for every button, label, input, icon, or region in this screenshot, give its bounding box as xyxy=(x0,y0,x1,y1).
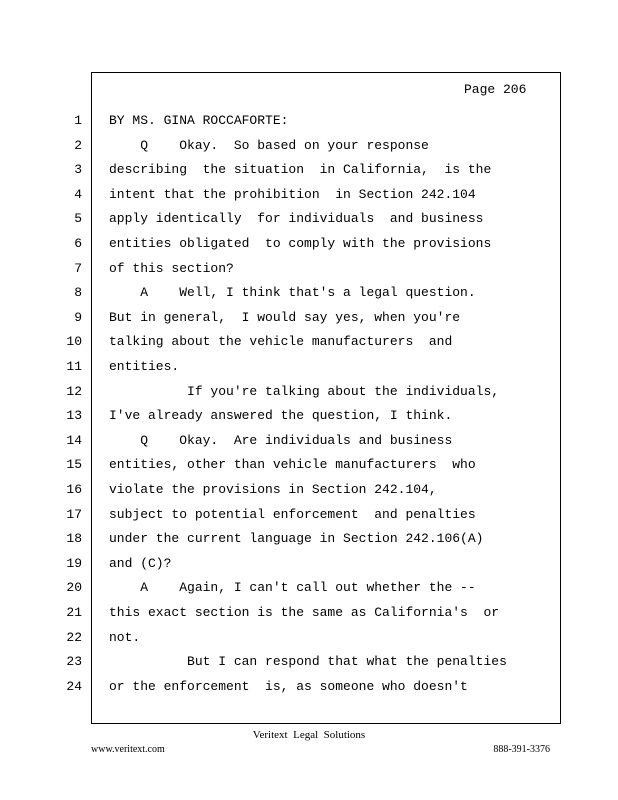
line-number: 3 xyxy=(74,162,82,177)
line-number: 8 xyxy=(74,285,82,300)
transcript-line: A Well, I think that's a legal question. xyxy=(109,285,476,300)
line-number: 1 xyxy=(74,113,82,128)
line-number: 2 xyxy=(74,138,82,153)
line-number: 7 xyxy=(74,261,82,276)
footer-company-name: Veritext Legal Solutions xyxy=(252,729,366,741)
line-number: 20 xyxy=(66,580,82,595)
transcript-line: But in general, I would say yes, when you're xyxy=(109,310,461,325)
transcript-line: or the enforcement is, as someone who doesn't xyxy=(109,679,468,694)
line-number: 19 xyxy=(66,556,82,571)
line-number: 16 xyxy=(66,482,82,497)
transcript-line: under the current language in Section 242.106(A) xyxy=(109,531,484,546)
line-number: 18 xyxy=(66,531,82,546)
line-number: 10 xyxy=(66,334,82,349)
transcript-line: violate the provisions in Section 242.104, xyxy=(109,482,437,497)
line-number: 17 xyxy=(66,507,82,522)
transcript-line: apply identically for individuals and business xyxy=(109,211,484,226)
transcript-line: entities obligated to comply with the provisions xyxy=(109,236,492,251)
line-number: 14 xyxy=(66,433,82,448)
line-number: 23 xyxy=(66,654,82,669)
line-number: 9 xyxy=(74,310,82,325)
transcript-line: Q Okay. Are individuals and business xyxy=(109,433,453,448)
transcript-line: Q Okay. So based on your response xyxy=(109,138,429,153)
transcript-line: entities. xyxy=(109,359,180,374)
transcript-line: BY MS. GINA ROCCAFORTE: xyxy=(109,113,289,128)
footer-phone-number: 888-391-3376 xyxy=(493,744,550,755)
transcript-line: But I can respond that what the penalties xyxy=(109,654,507,669)
transcript-line: intent that the prohibition in Section 242.104 xyxy=(109,187,476,202)
transcript-line: entities, other than vehicle manufacturers who xyxy=(109,457,476,472)
footer-website: www.veritext.com xyxy=(91,744,165,755)
line-number: 12 xyxy=(66,384,82,399)
page-number: Page 206 xyxy=(464,82,527,97)
transcript-line: and (C)? xyxy=(109,556,172,571)
line-number: 13 xyxy=(66,408,82,423)
line-number: 22 xyxy=(66,630,82,645)
line-number: 4 xyxy=(74,187,82,202)
transcript-line: If you're talking about the individuals, xyxy=(109,384,500,399)
transcript-line: this exact section is the same as California's or xyxy=(109,605,500,620)
transcript-line: describing the situation in California, is the xyxy=(109,162,492,177)
line-number: 6 xyxy=(74,236,82,251)
transcript-line: talking about the vehicle manufacturers and xyxy=(109,334,453,349)
line-number: 21 xyxy=(66,605,82,620)
transcript-line: of this section? xyxy=(109,261,234,276)
line-number: 5 xyxy=(74,211,82,226)
transcript-line: I've already answered the question, I think. xyxy=(109,408,453,423)
transcript-line: A Again, I can't call out whether the -- xyxy=(109,580,476,595)
line-number: 15 xyxy=(66,457,82,472)
transcript-line: not. xyxy=(109,630,141,645)
transcript-line: subject to potential enforcement and penalties xyxy=(109,507,476,522)
line-number: 11 xyxy=(66,359,82,374)
line-number: 24 xyxy=(66,679,82,694)
